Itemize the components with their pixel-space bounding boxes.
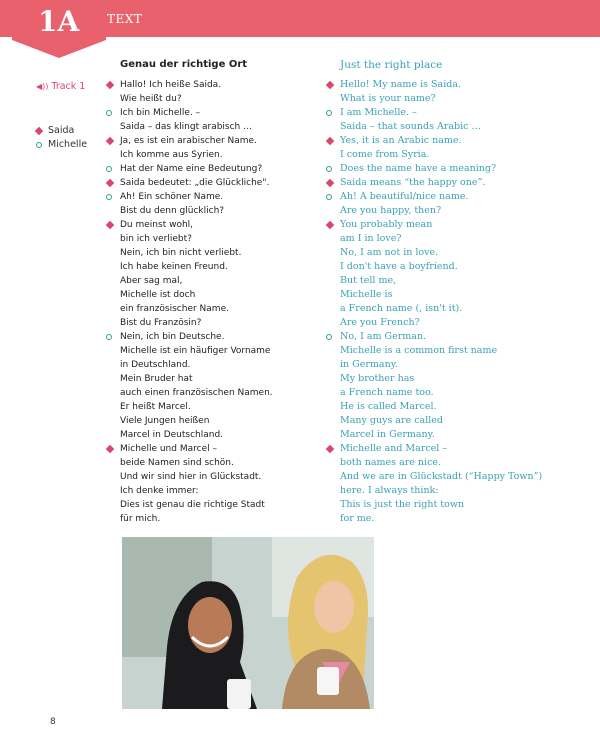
dialogue-line <box>340 498 542 512</box>
dialogue-text: Bist du Französin? <box>120 318 202 328</box>
dialogue-text: Und wir sind hier in Glückstadt. <box>120 472 262 482</box>
dialogue-text: auch einen französischen Namen. <box>120 388 273 398</box>
dialogue-line <box>340 344 542 358</box>
dialogue-line <box>340 120 542 134</box>
dialogue-line <box>120 302 273 316</box>
dialogue-text: Are you French? <box>340 317 420 328</box>
dialogue-text: I am Michelle. – <box>340 107 417 118</box>
circle-marker-icon <box>106 334 112 340</box>
dialogue-line <box>340 288 542 302</box>
dialogue-text: Saida – das klingt arabisch … <box>120 122 253 132</box>
dialogue-line <box>340 372 542 386</box>
photo-illustration <box>122 537 374 709</box>
dialogue-text: ein französischer Name. <box>120 304 229 314</box>
circle-marker-icon <box>106 194 112 200</box>
dialogue-line <box>340 456 542 470</box>
dialogue-text: bin ich verliebt? <box>120 234 192 244</box>
dialogue-text: You probably mean <box>340 219 433 230</box>
track-label: Track 1 <box>51 81 86 92</box>
dialogue-text: No, I am German. <box>340 331 427 342</box>
dialogue-line <box>120 400 273 414</box>
dialogue-line <box>340 330 542 344</box>
dialogue-line <box>340 512 542 526</box>
dialogue-text: Hat der Name eine Bedeutung? <box>120 164 263 174</box>
dialogue-line <box>120 106 273 120</box>
dialogue-text: am I in love? <box>340 233 402 244</box>
dialogue-text: And we are in Glückstadt (“Happy Town”) <box>340 471 543 482</box>
dialogue-text: Michelle and Marcel – <box>340 443 448 454</box>
dialogue-text: Many guys are called <box>340 415 443 426</box>
dialogue-text: Er heißt Marcel. <box>120 402 191 412</box>
dialogue-line <box>340 176 542 190</box>
dialogue-text: Michelle und Marcel – <box>120 444 217 454</box>
dialogue-line <box>120 498 273 512</box>
dialogue-text: But tell me, <box>340 275 397 286</box>
dialogue-line <box>120 442 273 456</box>
dialogue-text: Ich komme aus Syrien. <box>120 150 223 160</box>
chapter-number: 1A <box>38 5 80 38</box>
dialogue-line <box>120 428 273 442</box>
speaker-name: Michelle <box>48 139 88 150</box>
dialogue-line <box>340 470 542 484</box>
dialogue-line <box>340 204 542 218</box>
dialogue-line <box>120 204 273 218</box>
dialogue-text: I come from Syria. <box>340 149 430 160</box>
dialogue-line <box>340 148 542 162</box>
dialogue-line <box>120 78 273 92</box>
dialogue-line <box>120 344 273 358</box>
dialogue-text: What is your name? <box>340 93 436 104</box>
dialogue-line <box>340 246 542 260</box>
dialogue-line <box>340 414 542 428</box>
dialogue-line <box>340 260 542 274</box>
german-dialogue <box>120 78 273 526</box>
photo-two-women <box>122 537 374 709</box>
circle-marker-icon <box>326 334 332 340</box>
page-number: 8 <box>50 717 56 727</box>
dialogue-line <box>120 120 273 134</box>
dialogue-text: both names are nice. <box>340 457 442 468</box>
circle-marker-icon <box>326 110 332 116</box>
dialogue-text: Hallo! Ich heiße Saida. <box>120 80 222 90</box>
dialogue-line <box>340 274 542 288</box>
dialogue-line <box>120 316 273 330</box>
dialogue-text: Ah! Ein schöner Name. <box>120 192 224 202</box>
speaker-legend-michelle <box>38 138 87 152</box>
dialogue-text: Nein, ich bin nicht verliebt. <box>120 248 242 258</box>
dialogue-text: Ja, es ist ein arabischer Name. <box>120 136 257 146</box>
dialogue-text: Wie heißt du? <box>120 94 182 104</box>
diamond-marker-icon <box>35 127 43 135</box>
dialogue-line <box>120 274 273 288</box>
speaker-audio-icon: ◀)) <box>36 82 49 91</box>
english-title: Just the right place <box>340 59 443 71</box>
dialogue-text: für mich. <box>120 514 161 524</box>
dialogue-text: in Deutschland. <box>120 360 191 370</box>
circle-marker-icon <box>326 194 332 200</box>
section-label: TEXT <box>107 12 143 26</box>
dialogue-text: a French name (, isn't it). <box>340 303 463 314</box>
dialogue-text: Saida – that sounds Arabic … <box>340 121 482 132</box>
dialogue-text: Hello! My name is Saida. <box>340 79 461 90</box>
dialogue-text: Saida bedeutet: „die Glückliche". <box>120 178 270 188</box>
dialogue-line <box>120 484 273 498</box>
dialogue-text: Nein, ich bin Deutsche. <box>120 332 225 342</box>
dialogue-text: Ah! A beautiful/nice name. <box>340 191 469 202</box>
dialogue-text: Bist du denn glücklich? <box>120 206 225 216</box>
dialogue-text: Viele Jungen heißen <box>120 416 210 426</box>
dialogue-line <box>120 148 273 162</box>
diamond-marker-icon <box>106 179 114 187</box>
dialogue-text: Ich habe keinen Freund. <box>120 262 228 272</box>
speaker-legend-saida <box>38 124 74 138</box>
dialogue-line <box>340 428 542 442</box>
diamond-marker-icon <box>106 137 114 145</box>
header-banner <box>0 0 600 37</box>
diamond-marker-icon <box>106 221 114 229</box>
dialogue-text: No, I am not in love. <box>340 247 439 258</box>
dialogue-line <box>120 358 273 372</box>
diamond-marker-icon <box>326 137 334 145</box>
dialogue-line <box>120 92 273 106</box>
diamond-marker-icon <box>326 221 334 229</box>
dialogue-text: Marcel in Deutschland. <box>120 430 224 440</box>
dialogue-line <box>340 92 542 106</box>
diamond-marker-icon <box>106 81 114 89</box>
dialogue-text: Ich denke immer: <box>120 486 199 496</box>
dialogue-text: Michelle is a common first name <box>340 345 498 356</box>
dialogue-line <box>340 134 542 148</box>
dialogue-line <box>340 358 542 372</box>
dialogue-line <box>120 456 273 470</box>
dialogue-line <box>340 232 542 246</box>
audio-track-link[interactable] <box>36 80 85 94</box>
dialogue-text: This is just the right town <box>340 499 465 510</box>
dialogue-line <box>120 218 273 232</box>
dialogue-text: Michelle ist doch <box>120 290 196 300</box>
dialogue-line <box>120 512 273 526</box>
dialogue-line <box>340 386 542 400</box>
circle-marker-icon <box>326 166 332 172</box>
dialogue-text: Mein Bruder hat <box>120 374 193 384</box>
dialogue-text: Michelle ist ein häufiger Vorname <box>120 346 271 356</box>
speaker-name: Saida <box>48 125 75 136</box>
dialogue-line <box>120 288 273 302</box>
dialogue-text: Are you happy, then? <box>340 205 442 216</box>
dialogue-text: Ich bin Michelle. – <box>120 108 201 118</box>
dialogue-text: He is called Marcel. <box>340 401 437 412</box>
dialogue-line <box>340 218 542 232</box>
dialogue-line <box>120 246 273 260</box>
diamond-marker-icon <box>106 445 114 453</box>
circle-marker-icon <box>36 142 42 148</box>
diamond-marker-icon <box>326 81 334 89</box>
dialogue-line <box>120 330 273 344</box>
dialogue-line <box>120 386 273 400</box>
dialogue-text: Saida means “the happy one”. <box>340 177 486 188</box>
circle-marker-icon <box>106 110 112 116</box>
dialogue-line <box>120 470 273 484</box>
dialogue-text: Marcel in Germany. <box>340 429 435 440</box>
dialogue-line <box>120 134 273 148</box>
dialogue-text: Michelle is <box>340 289 393 300</box>
dialogue-line <box>120 414 273 428</box>
dialogue-line <box>120 176 273 190</box>
diamond-marker-icon <box>326 179 334 187</box>
dialogue-text: in Germany. <box>340 359 398 370</box>
dialogue-text: My brother has <box>340 373 415 384</box>
dialogue-line <box>340 302 542 316</box>
dialogue-line <box>120 190 273 204</box>
dialogue-text: Du meinst wohl, <box>120 220 194 230</box>
dialogue-text: beide Namen sind schön. <box>120 458 234 468</box>
dialogue-text: Aber sag mal, <box>120 276 183 286</box>
dialogue-text: I don't have a boyfriend. <box>340 261 458 272</box>
dialogue-line <box>340 78 542 92</box>
dialogue-line <box>340 400 542 414</box>
dialogue-text: Yes, it is an Arabic name. <box>340 135 462 146</box>
circle-marker-icon <box>106 166 112 172</box>
dialogue-line <box>120 232 273 246</box>
dialogue-text: Dies ist genau die richtige Stadt <box>120 500 265 510</box>
dialogue-line <box>340 162 542 176</box>
dialogue-text: a French name too. <box>340 387 434 398</box>
dialogue-text: Does the name have a meaning? <box>340 163 497 174</box>
dialogue-line <box>120 260 273 274</box>
diamond-marker-icon <box>326 445 334 453</box>
dialogue-text: for me. <box>340 513 375 524</box>
dialogue-line <box>120 372 273 386</box>
german-title: Genau der richtige Ort <box>120 59 248 70</box>
dialogue-line <box>340 316 542 330</box>
dialogue-line <box>340 190 542 204</box>
dialogue-line <box>340 106 542 120</box>
english-dialogue <box>340 78 542 526</box>
dialogue-line <box>340 484 542 498</box>
dialogue-line <box>120 162 273 176</box>
dialogue-text: here. I always think: <box>340 485 439 496</box>
dialogue-line <box>340 442 542 456</box>
